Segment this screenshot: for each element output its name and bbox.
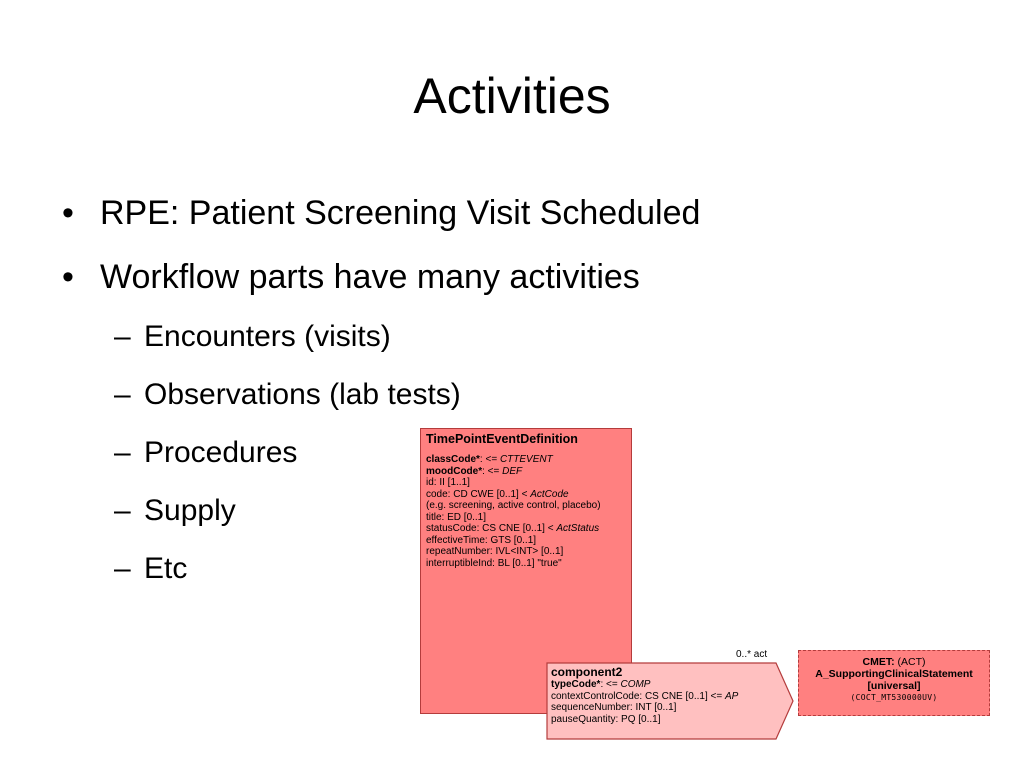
cmet-scope: [universal] <box>867 680 921 692</box>
attr-classcode: classCode*: <= CTTEVENT <box>426 454 553 465</box>
rel-attr-contextcontrolcode: contextControlCode: CS CNE [0..1] <= AP <box>551 690 739 702</box>
sub-bullet-text: Observations (lab tests) <box>144 378 461 411</box>
relationship-box <box>546 662 794 740</box>
rel-attr-sequencenumber: sequenceNumber: INT [0..1] <box>551 702 677 713</box>
rel-attr-pausequantity: pauseQuantity: PQ [0..1] <box>551 713 661 725</box>
attr-statuscode: statusCode: CS CNE [0..1] < ActStatus <box>426 523 600 534</box>
sub-bullet-text: Supply <box>144 494 236 527</box>
dash-icon: – <box>114 378 131 411</box>
dash-icon: – <box>114 494 131 527</box>
bullet-item <box>62 250 700 304</box>
attr-title: title: ED [0..1] <box>426 511 487 523</box>
attr-code-note: (e.g. screening, active control, placebo) <box>426 500 601 511</box>
cmet-box <box>798 650 990 716</box>
bullet-dot-icon: • <box>62 194 74 232</box>
attr-id: id: II [1..1] <box>426 477 470 488</box>
sub-bullet-item <box>114 372 700 418</box>
cmet-header: CMET: (ACT) <box>862 656 926 668</box>
sub-bullet-item <box>114 314 700 360</box>
act-class-name: TimePointEventDefinition <box>426 432 578 446</box>
attr-effectivetime: effectiveTime: GTS [0..1] <box>426 534 537 546</box>
slide-title: Activities <box>413 68 611 124</box>
dash-icon: – <box>114 320 131 353</box>
cmet-id: (COCT_MT530000UV) <box>850 693 938 702</box>
attr-moodcode: moodCode*: <= DEF <box>426 465 523 477</box>
rel-attr-typecode: typeCode*: <= COMP <box>551 679 651 690</box>
attr-repeatnumber: repeatNumber: IVL<INT> [0..1] <box>426 546 564 557</box>
sub-bullet-text: Etc <box>144 552 188 585</box>
bullet-text: RPE: Patient Screening Visit Scheduled <box>100 194 701 232</box>
bullet-text: Workflow parts have many activities <box>100 258 640 296</box>
sub-bullet-text: Encounters (visits) <box>144 320 391 353</box>
attr-code: code: CD CWE [0..1] < ActCode <box>426 488 569 500</box>
sub-bullet-text: Procedures <box>144 436 298 469</box>
dash-icon: – <box>114 552 131 585</box>
cardinality-label: 0..* act <box>736 649 768 660</box>
dash-icon: – <box>114 436 131 469</box>
bullet-dot-icon: • <box>62 258 74 296</box>
rmim-diagram <box>418 428 992 740</box>
cmet-name: A_SupportingClinicalStatement <box>815 668 973 680</box>
relationship-name: component2 <box>551 665 623 679</box>
attr-interruptibleind: interruptibleInd: BL [0..1] "true" <box>426 557 562 569</box>
bullet-item <box>62 186 700 240</box>
